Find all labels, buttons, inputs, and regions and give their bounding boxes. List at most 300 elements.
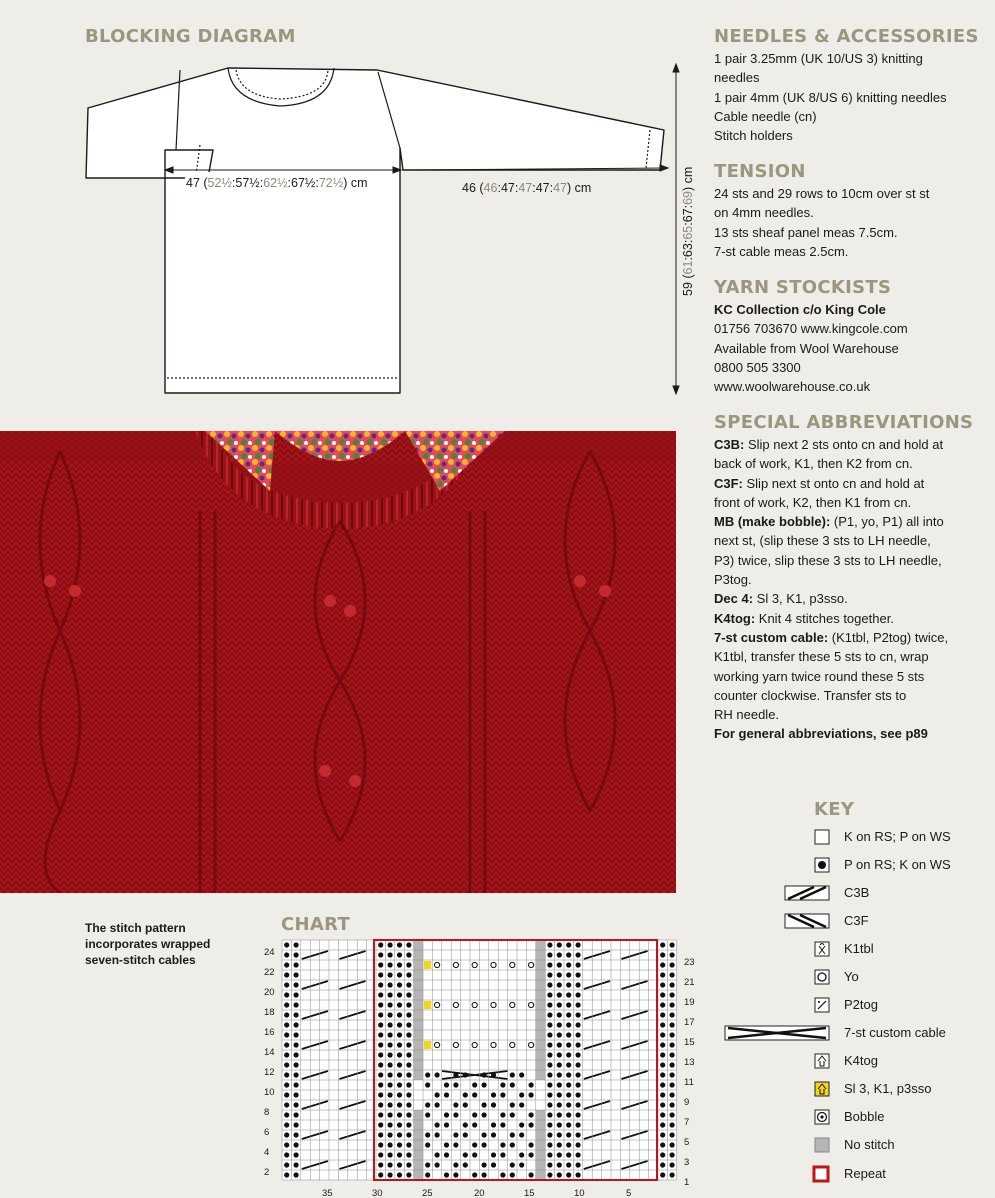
purl-stitch [463, 1152, 468, 1157]
purl-stitch [284, 1012, 289, 1017]
purl-stitch [566, 1092, 571, 1097]
purl-stitch [425, 1112, 430, 1117]
purl-stitch [463, 1122, 468, 1127]
purl-stitch [557, 982, 562, 987]
purl-stitch [397, 1112, 402, 1117]
length-size: 65 [681, 225, 695, 240]
purl-stitch [557, 1052, 562, 1057]
key-item [700, 966, 990, 988]
no-stitch-cell [414, 1000, 423, 1010]
purl-stitch [547, 1062, 552, 1067]
length-size: 69 [681, 190, 695, 205]
column-label: 5 [626, 1188, 632, 1197]
purl-stitch [425, 1172, 430, 1177]
purl-stitch [510, 1082, 515, 1087]
purl-stitch [529, 1172, 534, 1177]
abbrev-item [714, 512, 994, 531]
abbrev-term: 7-st custom cable: [714, 629, 829, 645]
purl-stitch [566, 1142, 571, 1147]
no-stitch-cell [414, 950, 423, 960]
key-label: Sl 3, K1, p3sso [844, 1081, 932, 1096]
chest-size: 57½ [235, 176, 260, 190]
purl-stitch [566, 1032, 571, 1037]
purl-stitch [670, 1172, 675, 1177]
purl-stitch [406, 1002, 411, 1007]
purl-stitch [388, 1092, 393, 1097]
abbrev-line: RH needle. [714, 707, 780, 723]
purl-stitch [660, 992, 665, 997]
length-size: 67 [681, 208, 695, 223]
yarn-stockist-title: KC Collection c/o King Cole [714, 302, 886, 317]
no-stitch-cell [414, 1110, 423, 1120]
purl-stitch [444, 1082, 449, 1087]
purl-stitch [576, 1002, 581, 1007]
purl-stitch [510, 1132, 515, 1137]
purl-stitch [670, 972, 675, 977]
row-label-left: 6 [264, 1127, 270, 1138]
purl-stitch [444, 1112, 449, 1117]
purl-stitch [397, 1142, 402, 1147]
no-stitch-cell [414, 1010, 423, 1020]
row-label-left: 16 [264, 1027, 275, 1038]
purl-stitch [510, 1172, 515, 1177]
purl-stitch [660, 1062, 665, 1067]
row-label-right: 1 [684, 1177, 690, 1188]
purl-stitch [566, 952, 571, 957]
no-stitch-cell [414, 1050, 423, 1060]
purl-stitch [670, 962, 675, 967]
purl-stitch [576, 1122, 581, 1127]
purl-stitch [284, 1042, 289, 1047]
purl-stitch [547, 1122, 552, 1127]
sleeve-size-separator: : [549, 181, 554, 195]
purl-stitch [500, 1092, 505, 1097]
abbrev-line: counter clockwise. Transfer sts to [714, 687, 907, 703]
purl-stitch [294, 1082, 299, 1087]
purl-stitch [576, 952, 581, 957]
purl-stitch [406, 1032, 411, 1037]
no-stitch-cell [536, 1030, 545, 1040]
purl-stitch [670, 1042, 675, 1047]
sleeve-size: 47 [518, 181, 533, 195]
chest-size: 72½ [318, 176, 344, 190]
abbrev-item [714, 435, 994, 454]
abbrev-line: front of work, K2, then K1 from cn. [714, 494, 912, 510]
purl-stitch [397, 972, 402, 977]
purl-stitch [510, 1142, 515, 1147]
key-label: K4tog [844, 1053, 878, 1068]
key-item [700, 826, 990, 848]
purl-stitch [453, 1112, 458, 1117]
purl-stitch [472, 1092, 477, 1097]
purl-stitch [547, 992, 552, 997]
length-size-separator: : [681, 204, 695, 209]
purl-stitch [519, 1132, 524, 1137]
purl-stitch [547, 1012, 552, 1017]
purl-stitch [547, 1042, 552, 1047]
purl-stitch [406, 1052, 411, 1057]
purl-stitch [397, 1042, 402, 1047]
purl-stitch [519, 1072, 524, 1077]
no-stitch-cell [536, 1040, 545, 1050]
needles-heading: NEEDLES & ACCESSORIES [714, 26, 979, 47]
purl-stitch [472, 1142, 477, 1147]
dec4-cell [424, 1041, 431, 1049]
length-size: 61 [681, 260, 695, 275]
abbrev-term: MB (make bobble): [714, 514, 831, 530]
purl-stitch [670, 1092, 675, 1097]
row-label-right: 11 [684, 1077, 694, 1088]
purl-stitch [294, 1132, 299, 1137]
purl-stitch [566, 1072, 571, 1077]
key-label: Yo [844, 969, 859, 984]
no-stitch-cell [536, 970, 545, 980]
no-stitch-cell [536, 960, 545, 970]
purl-stitch [435, 1162, 440, 1167]
yarn-line: 0800 505 3300 [714, 359, 801, 375]
purl-stitch [670, 1122, 675, 1127]
purl-stitch [397, 1102, 402, 1107]
dot-icon [814, 857, 830, 873]
purl-stitch [660, 962, 665, 967]
purl-stitch [576, 1062, 581, 1067]
purl-stitch [500, 1112, 505, 1117]
row-label-right: 5 [684, 1137, 690, 1148]
no-stitch-cell [414, 1040, 423, 1050]
purl-stitch [388, 942, 393, 947]
purl-stitch [406, 1172, 411, 1177]
purl-stitch [557, 1022, 562, 1027]
row-label-left: 8 [264, 1107, 270, 1118]
purl-stitch [576, 1112, 581, 1117]
purl-stitch [388, 1002, 393, 1007]
purl-stitch [566, 1112, 571, 1117]
no-stitch-cell [414, 1150, 423, 1160]
no-stitch-cell [414, 1020, 423, 1030]
purl-stitch [500, 1172, 505, 1177]
column-label: 15 [524, 1188, 535, 1197]
purl-stitch [519, 1092, 524, 1097]
purl-stitch [284, 1002, 289, 1007]
purl-stitch [284, 992, 289, 997]
key-label: Bobble [844, 1109, 885, 1124]
purl-stitch [435, 1072, 440, 1077]
purl-stitch [576, 962, 581, 967]
column-label: 20 [474, 1188, 485, 1197]
purl-stitch [388, 1042, 393, 1047]
purl-stitch [547, 1052, 552, 1057]
purl-stitch [388, 1132, 393, 1137]
purl-stitch [557, 952, 562, 957]
purl-stitch [294, 1032, 299, 1037]
purl-stitch [566, 1052, 571, 1057]
purl-stitch [388, 1162, 393, 1167]
row-label-left: 4 [264, 1147, 270, 1158]
key-label: C3F [844, 913, 869, 928]
purl-stitch [397, 1032, 402, 1037]
sleeve-size: 46 [483, 181, 498, 195]
purl-stitch [547, 962, 552, 967]
purl-stitch [557, 1032, 562, 1037]
purl-stitch [482, 1172, 487, 1177]
purl-stitch [294, 1142, 299, 1147]
purl-stitch [453, 1082, 458, 1087]
purl-stitch [566, 1122, 571, 1127]
purl-stitch [510, 1072, 515, 1077]
purl-stitch [576, 1022, 581, 1027]
abbrev-item [714, 474, 994, 493]
purl-stitch [670, 1032, 675, 1037]
purl-stitch [284, 1112, 289, 1117]
row-label-left: 10 [264, 1087, 275, 1098]
purl-stitch [388, 962, 393, 967]
purl-stitch [406, 1042, 411, 1047]
purl-stitch [378, 1102, 383, 1107]
key-item [700, 910, 990, 932]
purl-stitch [397, 1122, 402, 1127]
purl-stitch [576, 992, 581, 997]
purl-stitch [670, 992, 675, 997]
purl-stitch [378, 1032, 383, 1037]
repeat-icon [812, 1165, 830, 1183]
purl-stitch [566, 942, 571, 947]
purl-stitch [294, 1092, 299, 1097]
purl-stitch [660, 1022, 665, 1027]
purl-stitch [576, 1072, 581, 1077]
purl-stitch [378, 1002, 383, 1007]
length-size-separator: : [681, 239, 695, 244]
purl-stitch [284, 982, 289, 987]
purl-stitch [660, 1092, 665, 1097]
abbrev-line: K1tbl, transfer these 5 sts to cn, wrap [714, 649, 929, 665]
no-stitch-cell [414, 1120, 423, 1130]
row-label-left: 22 [264, 967, 275, 978]
purl-stitch [670, 1012, 675, 1017]
purl-stitch [294, 1022, 299, 1027]
sleeve-size-separator: : [514, 181, 519, 195]
purl-stitch [566, 1012, 571, 1017]
sleeve-size: 47 [553, 181, 568, 195]
purl-stitch [660, 1002, 665, 1007]
purl-stitch [482, 1162, 487, 1167]
purl-stitch [397, 952, 402, 957]
purl-stitch [294, 972, 299, 977]
purl-stitch [388, 982, 393, 987]
purl-stitch [576, 1172, 581, 1177]
abbrev-definition: Knit 4 stitches together. [755, 610, 894, 626]
no-stitch-cell [414, 1170, 423, 1180]
purl-stitch [444, 1172, 449, 1177]
purl-stitch [378, 1012, 383, 1017]
purl-stitch [510, 1102, 515, 1107]
purl-stitch [425, 1142, 430, 1147]
purl-stitch [406, 942, 411, 947]
purl-stitch [463, 1102, 468, 1107]
purl-stitch [406, 1142, 411, 1147]
purl-stitch [576, 1052, 581, 1057]
dec4-icon [814, 1081, 830, 1097]
purl-stitch [660, 982, 665, 987]
row-label-left: 18 [264, 1007, 275, 1018]
purl-stitch [406, 992, 411, 997]
tension-text [714, 184, 994, 261]
purl-stitch [557, 1172, 562, 1177]
no-stitch-cell [414, 970, 423, 980]
purl-stitch [557, 972, 562, 977]
no-stitch-cell [414, 1070, 423, 1080]
purl-stitch [378, 1162, 383, 1167]
purl-stitch [566, 962, 571, 967]
no-stitch-cell [536, 1130, 545, 1140]
purl-stitch [397, 992, 402, 997]
purl-stitch [660, 1152, 665, 1157]
purl-stitch [491, 1102, 496, 1107]
key-label: C3B [844, 885, 870, 900]
purl-stitch [557, 1012, 562, 1017]
row-label-right: 21 [684, 977, 695, 988]
purl-stitch [284, 1162, 289, 1167]
purl-stitch [576, 1162, 581, 1167]
yarn-line: 01756 703670 www.kingcole.com [714, 321, 908, 337]
sweater-photo [0, 431, 676, 893]
purl-stitch [378, 982, 383, 987]
chart-heading: CHART [281, 914, 351, 935]
row-label-right: 9 [684, 1097, 690, 1108]
purl-stitch [660, 1172, 665, 1177]
purl-stitch [378, 952, 383, 957]
purl-stitch [670, 1142, 675, 1147]
purl-stitch [557, 1122, 562, 1127]
purl-stitch [388, 1062, 393, 1067]
purl-stitch [388, 1032, 393, 1037]
abbrev-item [714, 589, 994, 608]
purl-stitch [397, 1162, 402, 1167]
key-item [700, 854, 990, 876]
purl-stitch [557, 1082, 562, 1087]
purl-stitch [547, 1172, 552, 1177]
length-size-separator: : [681, 222, 695, 226]
purl-stitch [482, 1112, 487, 1117]
purl-stitch [482, 1142, 487, 1147]
key-item [700, 1106, 990, 1128]
purl-stitch [435, 1122, 440, 1127]
purl-stitch [294, 1002, 299, 1007]
c3b-icon [784, 885, 830, 901]
abbrev-line: P3) twice, slip these 3 sts to LH needle, [714, 552, 942, 568]
purl-stitch [397, 1002, 402, 1007]
purl-stitch [284, 1022, 289, 1027]
purl-stitch [519, 1162, 524, 1167]
row-label-left: 2 [264, 1167, 270, 1178]
purl-stitch [670, 1082, 675, 1087]
k4tog-icon [814, 1053, 830, 1069]
purl-stitch [284, 942, 289, 947]
purl-stitch [519, 1152, 524, 1157]
row-label-left: 12 [264, 1067, 275, 1078]
purl-stitch [472, 1172, 477, 1177]
purl-stitch [388, 1072, 393, 1077]
purl-stitch [576, 1132, 581, 1137]
purl-stitch [660, 1122, 665, 1127]
purl-stitch [388, 1012, 393, 1017]
purl-stitch [388, 1022, 393, 1027]
purl-stitch [660, 1112, 665, 1117]
no-stitch-cell [536, 1170, 545, 1180]
purl-stitch [670, 942, 675, 947]
purl-stitch [388, 1052, 393, 1057]
chest-size: 67½ [291, 176, 316, 190]
purl-stitch [566, 1022, 571, 1027]
dec4-cell [424, 961, 431, 969]
purl-stitch [576, 942, 581, 947]
purl-stitch [406, 1112, 411, 1117]
purl-stitch [406, 1122, 411, 1127]
purl-stitch [406, 952, 411, 957]
no-stitch-cell [536, 950, 545, 960]
purl-stitch [284, 1052, 289, 1057]
purl-stitch [670, 1132, 675, 1137]
abbrev-definition: (P1, yo, P1) all into [830, 514, 944, 530]
stitch-chart [262, 935, 702, 1197]
no-stitch-cell [536, 980, 545, 990]
purl-stitch [660, 1132, 665, 1137]
chest-measurement-base: 47 ( [186, 176, 208, 190]
purl-stitch [406, 1082, 411, 1087]
purl-stitch [378, 1022, 383, 1027]
purl-stitch [388, 1172, 393, 1177]
c3f-icon [784, 913, 830, 929]
purl-stitch [557, 1002, 562, 1007]
purl-stitch [557, 962, 562, 967]
yarn-line: Available from Wool Warehouse [714, 340, 899, 356]
purl-stitch [557, 1062, 562, 1067]
purl-stitch [284, 972, 289, 977]
purl-stitch [284, 1142, 289, 1147]
purl-stitch [547, 1112, 552, 1117]
key-label: No stitch [844, 1137, 895, 1152]
key-item [700, 938, 990, 960]
purl-stitch [529, 1142, 534, 1147]
purl-stitch [397, 942, 402, 947]
purl-stitch [406, 1132, 411, 1137]
purl-stitch [453, 1102, 458, 1107]
purl-stitch [482, 1132, 487, 1137]
purl-stitch [444, 1092, 449, 1097]
sleeve-measurement-end: ) cm [567, 181, 592, 195]
sleeve-size: 47 [500, 181, 515, 195]
purl-stitch [425, 1132, 430, 1137]
purl-stitch [284, 1152, 289, 1157]
svg-text:47 (52½:57½:62½:67½:72½) cm [186, 176, 368, 190]
purl-stitch [670, 1002, 675, 1007]
purl-stitch [397, 1012, 402, 1017]
purl-stitch [576, 1092, 581, 1097]
purl-stitch [557, 1042, 562, 1047]
column-label: 35 [322, 1188, 333, 1197]
svg-text:59 (61:63:65:67:69) cm [681, 167, 695, 296]
tension-line: on 4mm needles. [714, 205, 814, 221]
purl-stitch [557, 1152, 562, 1157]
purl-stitch [547, 1032, 552, 1037]
purl-stitch [576, 1152, 581, 1157]
sleeve-size-separator: : [497, 181, 501, 195]
row-label-right: 13 [684, 1057, 695, 1068]
purl-stitch [435, 1092, 440, 1097]
no-stitch-cell [414, 1140, 423, 1150]
purl-stitch [388, 1112, 393, 1117]
yarn-line: www.woolwarehouse.co.uk [714, 379, 871, 395]
sleeve-size-separator: : [532, 181, 536, 195]
